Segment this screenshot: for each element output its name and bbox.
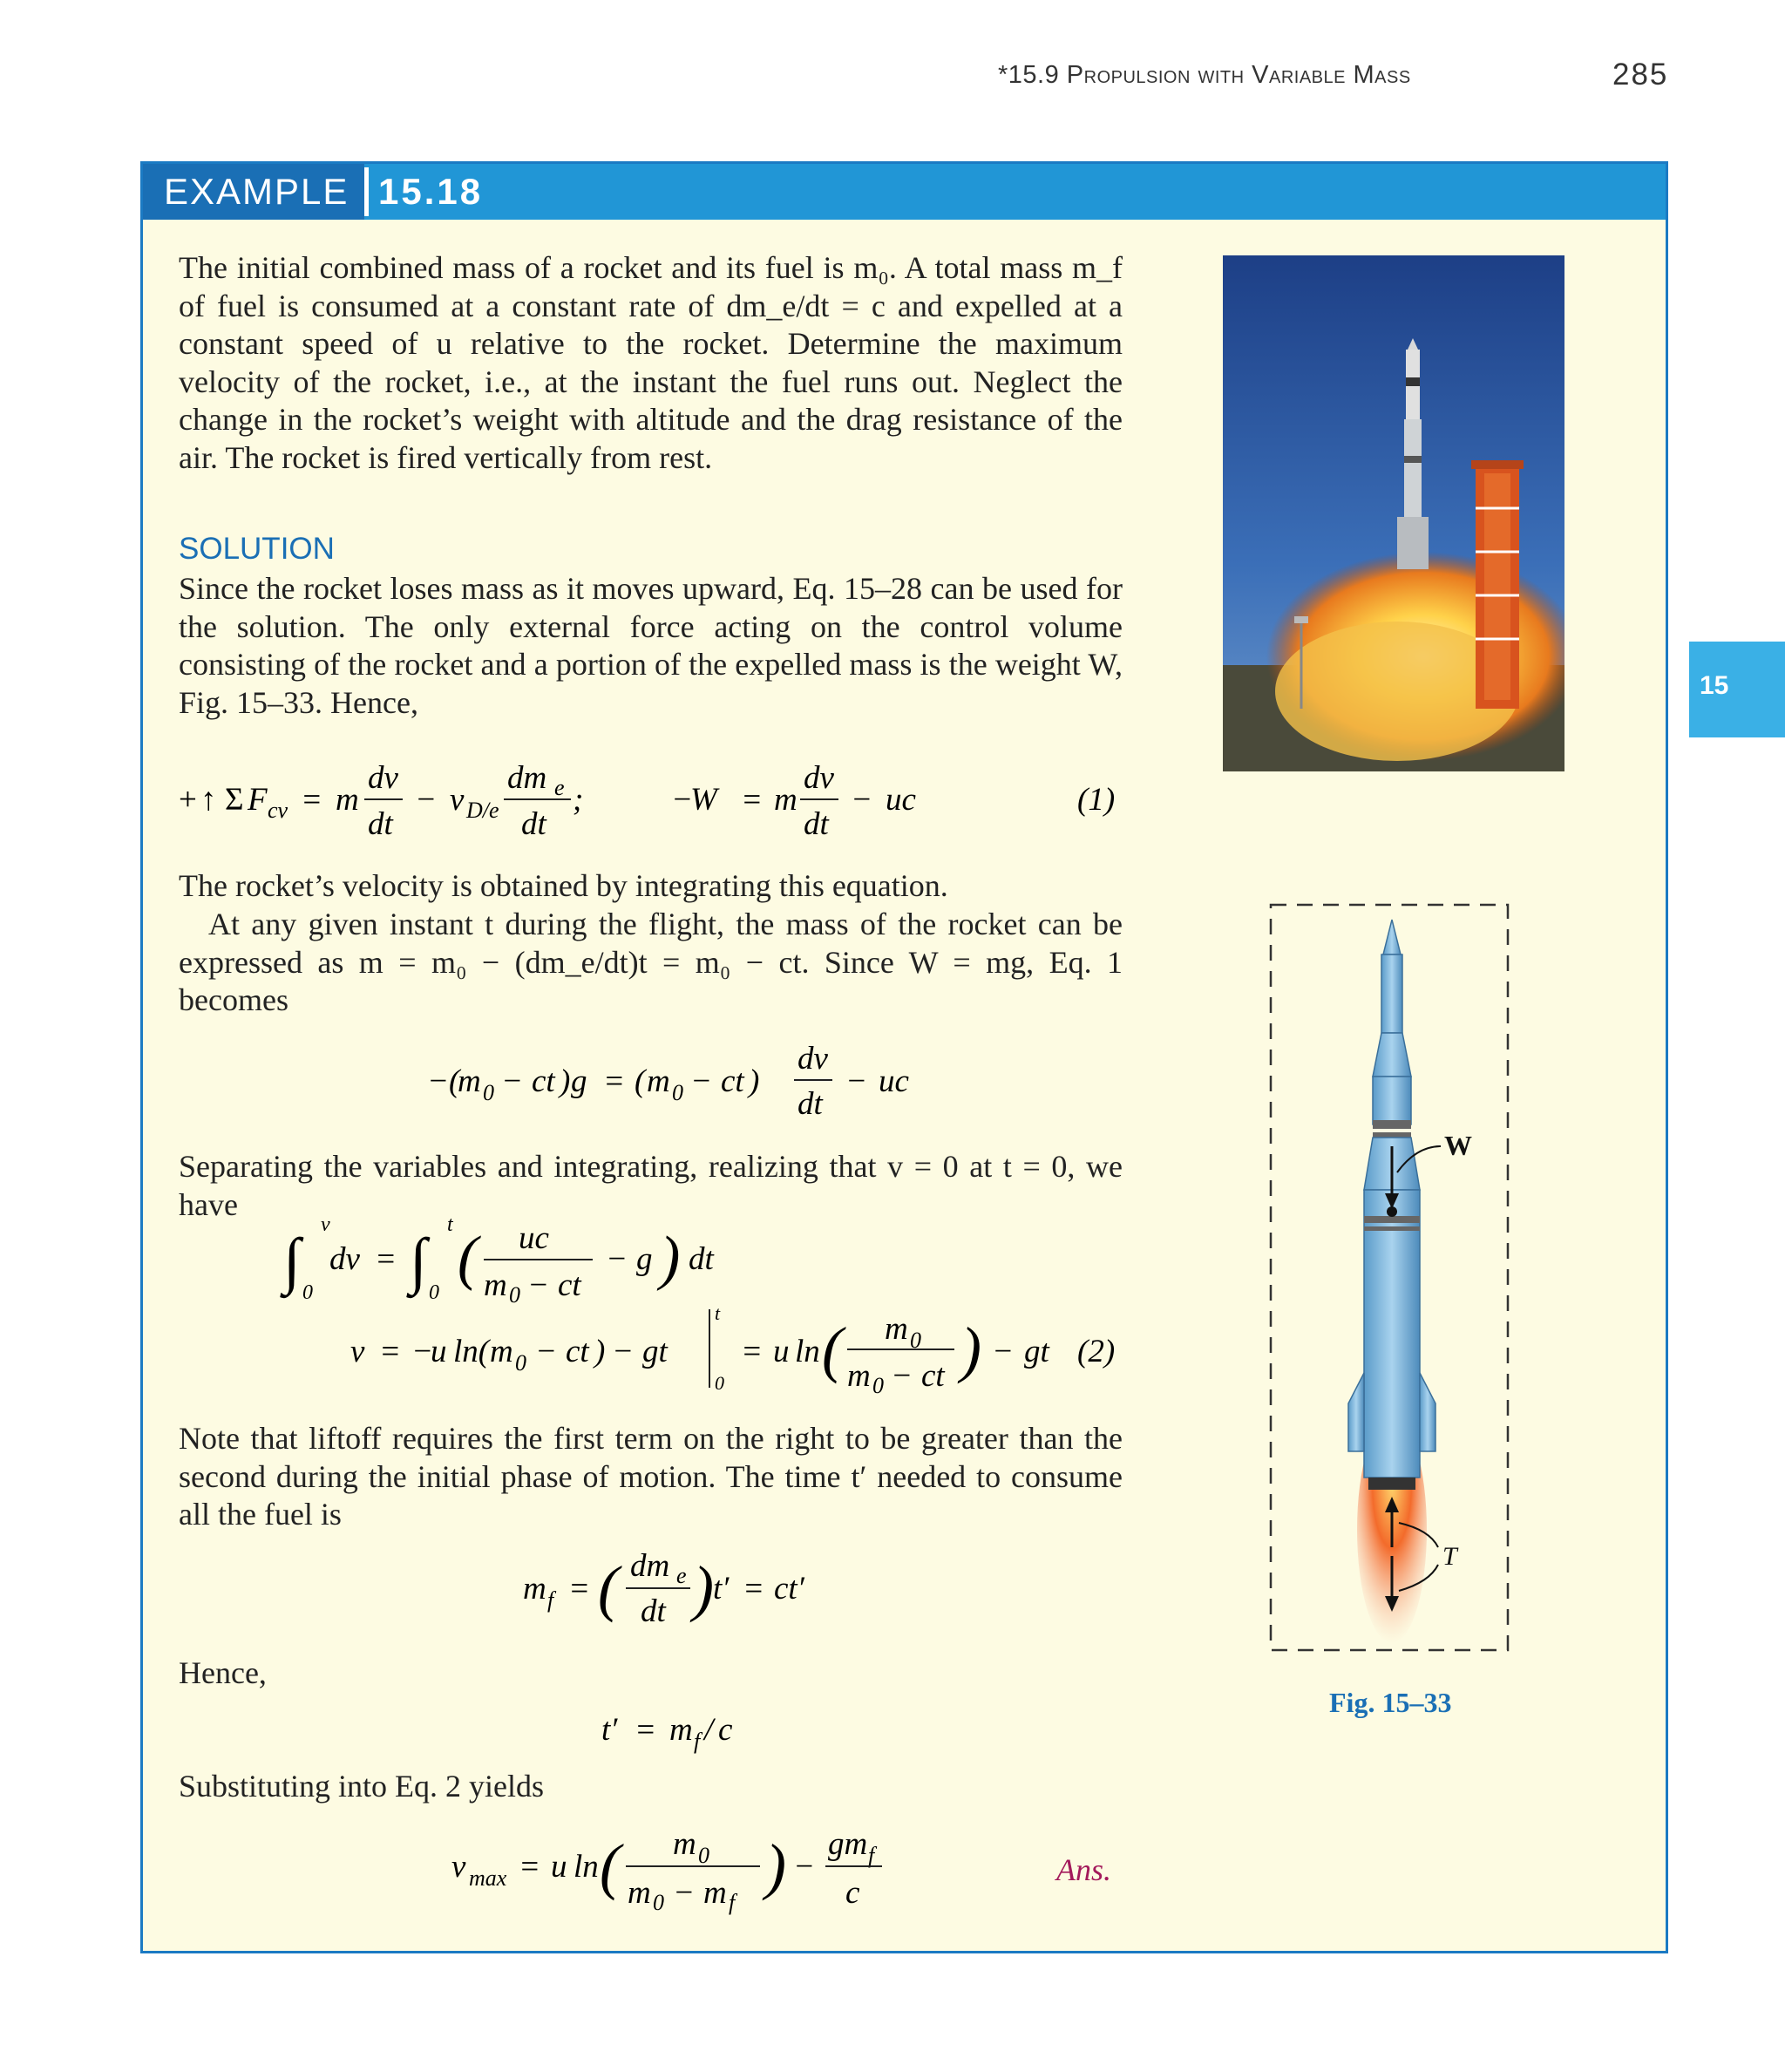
svg-text:m: m xyxy=(336,782,359,818)
svg-text:(: ( xyxy=(635,1063,646,1099)
svg-text:Σ: Σ xyxy=(225,782,244,818)
svg-text:gt: gt xyxy=(1024,1334,1049,1369)
svg-text:=: = xyxy=(301,782,322,818)
svg-text:−: − xyxy=(845,1063,867,1099)
problem-statement: The initial combined mass of a rocket and its fuel is m₀. A total mass m_f of fuel is consumed at a constant rate of dm_e/dt = c and expelled at a constant speed of u relative to the rocket. Determine the maximum velocity of the rocket, i.e., at the instant the fuel runs out. Neglect the change in the rocket’s weight with altitude and the drag resistance of the air. The rocket is fired vertically from rest. xyxy=(179,250,1123,475)
equation-1 xyxy=(174,751,1133,847)
solution-paragraph-3: At any given instant t during the flight, the mass of the rocket can be expressed as m = m₀ − (dm_e/dt)t = m₀ − ct. Since W = mg, Eq. 1 becomes xyxy=(179,907,1123,1017)
svg-text:=: = xyxy=(568,1571,590,1607)
svg-text:dm: dm xyxy=(507,760,547,796)
equation-2 xyxy=(340,1299,1133,1399)
svg-text:dt: dt xyxy=(689,1241,714,1277)
example-number: 15.18 xyxy=(378,171,484,212)
solution-heading: SOLUTION xyxy=(179,532,335,566)
example-banner xyxy=(143,164,1666,220)
svg-text:=: = xyxy=(635,1712,656,1748)
svg-text:−: − xyxy=(535,1334,557,1369)
svg-text:): ) xyxy=(693,1553,714,1623)
svg-text:=: = xyxy=(375,1241,397,1277)
solution-paragraph-2: The rocket’s velocity is obtained by integrating this equation. xyxy=(179,868,948,903)
svg-text:0: 0 xyxy=(509,1282,520,1308)
svg-text:;: ; xyxy=(573,782,584,818)
svg-text:W: W xyxy=(690,782,717,818)
equation-burn-time xyxy=(593,1700,767,1761)
equation-fuel-mass xyxy=(514,1543,837,1639)
svg-text:e: e xyxy=(676,1563,687,1588)
svg-text:gm: gm xyxy=(828,1826,868,1862)
svg-text:uc: uc xyxy=(879,1063,909,1099)
solution-paragraph-1: Since the rocket loses mass as it moves upward, Eq. 15–28 can be used for the solution. The only external force acting on the control volume consisting of the rocket and a portion of the expelled mass is the weight W, Fig. 15–33. Hence, xyxy=(179,571,1123,720)
svg-text:F: F xyxy=(248,782,268,818)
svg-text:+: + xyxy=(179,782,197,818)
svg-text:u: u xyxy=(551,1849,567,1885)
svg-text:−: − xyxy=(671,782,693,818)
svg-text:f: f xyxy=(729,1890,736,1915)
svg-text:cv: cv xyxy=(268,798,288,823)
thrust-label: T xyxy=(1442,1542,1457,1571)
svg-text:ct′: ct′ xyxy=(774,1571,804,1607)
svg-text:−: − xyxy=(851,782,872,818)
svg-text:c: c xyxy=(718,1712,733,1748)
solution-paragraph-6: Hence, xyxy=(179,1655,267,1690)
section-title: *15.9 Propulsion with Variable Mass xyxy=(998,61,1411,89)
svg-text:t: t xyxy=(447,1213,453,1236)
svg-text:m: m xyxy=(490,1334,513,1369)
eq1-tag: (1) xyxy=(1077,782,1116,818)
svg-text:dv: dv xyxy=(804,760,834,796)
svg-text:g: g xyxy=(636,1241,653,1277)
svg-text:ct: ct xyxy=(721,1063,744,1099)
equation-integral xyxy=(279,1212,767,1308)
svg-text:): ) xyxy=(749,1063,760,1099)
svg-text:): ) xyxy=(560,1063,571,1099)
svg-text:dv: dv xyxy=(368,760,398,796)
svg-text:t′: t′ xyxy=(601,1712,618,1748)
figure-caption: Fig. 15–33 xyxy=(1329,1687,1452,1718)
svg-text:−: − xyxy=(527,1267,549,1303)
solution-paragraph-4: Separating the variables and integrating, realizing that v = 0 at t = 0, we have xyxy=(179,1149,1123,1222)
rocket-launch-photo xyxy=(1223,255,1564,771)
svg-text:ct: ct xyxy=(558,1267,581,1303)
svg-text:u: u xyxy=(431,1334,447,1369)
svg-text:0: 0 xyxy=(515,1350,526,1376)
svg-text:m: m xyxy=(847,1358,871,1394)
chapter-tab-label: 15 xyxy=(1700,671,1729,700)
svg-text:=: = xyxy=(741,1334,763,1369)
svg-text:dv: dv xyxy=(797,1041,828,1077)
svg-text:): ) xyxy=(960,1315,981,1384)
svg-text:=: = xyxy=(603,1063,625,1099)
svg-text:−: − xyxy=(411,1334,433,1369)
svg-text:0: 0 xyxy=(483,1080,494,1105)
svg-text:=: = xyxy=(743,1571,764,1607)
svg-text:ct: ct xyxy=(532,1063,555,1099)
svg-text:f: f xyxy=(547,1587,554,1613)
example-label: EXAMPLE xyxy=(164,171,350,212)
solution-paragraph-7: Substituting into Eq. 2 yields xyxy=(179,1769,545,1804)
svg-text:g: g xyxy=(571,1063,587,1099)
svg-text:max: max xyxy=(469,1865,507,1891)
svg-text:dm: dm xyxy=(630,1548,670,1584)
svg-text:−: − xyxy=(992,1334,1014,1369)
svg-text:−: − xyxy=(501,1063,523,1099)
svg-text:(: ( xyxy=(458,1225,478,1292)
svg-text:dt: dt xyxy=(797,1086,823,1122)
equation-vmax xyxy=(445,1817,898,1918)
svg-text:∫: ∫ xyxy=(283,1226,301,1295)
svg-text:ln: ln xyxy=(795,1334,820,1369)
svg-text:−: − xyxy=(673,1875,695,1911)
svg-text:v: v xyxy=(451,1849,466,1885)
svg-text:/: / xyxy=(704,1712,714,1748)
svg-text:m: m xyxy=(484,1267,507,1303)
svg-text:u: u xyxy=(773,1334,790,1369)
svg-text:dt: dt xyxy=(368,806,393,842)
solution-paragraph-5: Note that liftoff requires the first term on the right to be greater than the second during the initial phase of motion. The time t′ needed to consume all the fuel is xyxy=(179,1421,1123,1532)
svg-text:−(: −( xyxy=(427,1063,460,1099)
svg-text:−: − xyxy=(793,1849,815,1885)
svg-text:D/e: D/e xyxy=(466,798,499,823)
svg-text:dv: dv xyxy=(329,1241,360,1277)
svg-text:0: 0 xyxy=(429,1281,439,1304)
svg-text:m: m xyxy=(647,1063,670,1099)
svg-text:c: c xyxy=(845,1875,860,1911)
svg-text:ln(: ln( xyxy=(453,1334,490,1369)
svg-text:0: 0 xyxy=(302,1281,313,1304)
svg-text:m: m xyxy=(673,1826,696,1862)
svg-text:dt: dt xyxy=(521,806,546,842)
svg-text:(: ( xyxy=(822,1315,843,1384)
svg-text:t′: t′ xyxy=(713,1571,730,1607)
svg-text:∫: ∫ xyxy=(410,1226,427,1295)
svg-text:gt: gt xyxy=(642,1334,668,1369)
svg-text:=: = xyxy=(741,782,763,818)
svg-text:m: m xyxy=(774,782,797,818)
svg-text:f: f xyxy=(868,1843,875,1868)
example-separator xyxy=(364,167,369,216)
svg-text:v: v xyxy=(450,782,465,818)
svg-text:): ) xyxy=(594,1334,606,1369)
svg-text:ln: ln xyxy=(574,1849,599,1885)
svg-text:m: m xyxy=(703,1875,727,1911)
svg-text:m: m xyxy=(523,1571,546,1607)
svg-text:ct: ct xyxy=(921,1358,945,1394)
free-body-diagram xyxy=(1268,902,1512,1661)
svg-text:f: f xyxy=(694,1729,701,1754)
svg-text:e: e xyxy=(554,775,565,800)
svg-text:0: 0 xyxy=(872,1373,884,1398)
svg-text:0: 0 xyxy=(698,1843,709,1868)
svg-text:m: m xyxy=(885,1311,908,1347)
svg-text:m: m xyxy=(669,1712,693,1748)
answer-label: Ans. xyxy=(1056,1852,1111,1887)
svg-text:−: − xyxy=(612,1334,634,1369)
svg-text:0: 0 xyxy=(672,1080,683,1105)
svg-text:): ) xyxy=(660,1225,681,1292)
svg-text:v: v xyxy=(350,1334,365,1369)
svg-text:−: − xyxy=(690,1063,712,1099)
svg-text:m: m xyxy=(458,1063,481,1099)
svg-text:dt: dt xyxy=(804,806,829,842)
svg-text:uc: uc xyxy=(886,782,916,818)
svg-text:t: t xyxy=(715,1302,721,1324)
svg-text:uc: uc xyxy=(519,1220,549,1256)
svg-text:m: m xyxy=(628,1875,651,1911)
svg-text:v: v xyxy=(321,1213,330,1236)
svg-text:↑: ↑ xyxy=(200,782,217,818)
svg-text:dt: dt xyxy=(641,1593,666,1629)
svg-text:−: − xyxy=(415,782,437,818)
svg-text:0: 0 xyxy=(910,1328,921,1353)
eq2-tag: (2) xyxy=(1077,1334,1116,1369)
svg-text:ct: ct xyxy=(566,1334,589,1369)
svg-text:): ) xyxy=(765,1831,786,1901)
svg-text:−: − xyxy=(606,1241,628,1277)
svg-text:=: = xyxy=(379,1334,401,1369)
running-header-section xyxy=(998,61,1411,90)
svg-text:(: ( xyxy=(598,1553,619,1623)
chapter-tab xyxy=(1689,642,1785,737)
page-number: 285 xyxy=(1612,58,1669,92)
svg-text:−: − xyxy=(891,1358,913,1394)
svg-text:=: = xyxy=(519,1849,540,1885)
equation-motion xyxy=(410,1037,967,1124)
svg-text:0: 0 xyxy=(715,1372,724,1394)
svg-text:0: 0 xyxy=(653,1890,664,1915)
svg-text:(: ( xyxy=(600,1831,621,1901)
weight-label: W xyxy=(1444,1130,1472,1161)
